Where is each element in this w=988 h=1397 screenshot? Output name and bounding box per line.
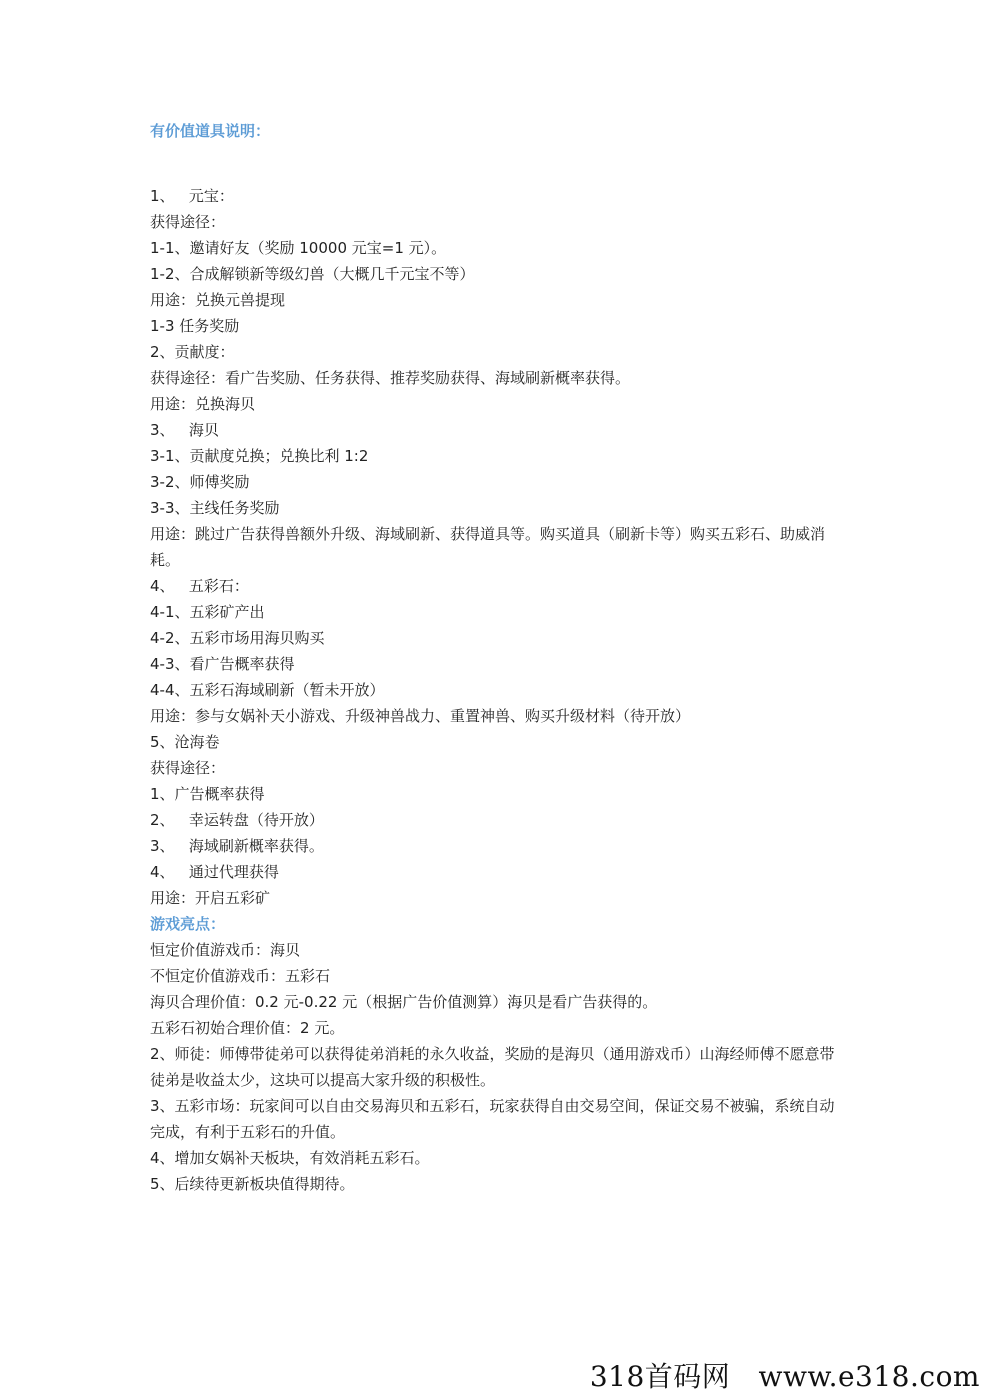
paragraph-line: 五彩石初始合理价值：2 元。 [150,1019,345,1037]
paragraph-line: 恒定价值游戏币：海贝 [150,941,301,959]
paragraph-line: 用途：兑换海贝 [150,395,256,413]
paragraph-line: 4、 通过代理获得 [150,863,279,881]
paragraph-line: 1、 元宝： [150,187,234,205]
paragraph-line: 2、贡献度： [150,343,235,361]
paragraph-line: 4、 五彩石： [150,577,249,595]
paragraph-line: 获得途径：看广告奖励、任务获得、推荐奖励获得、海域刷新概率获得。 [150,369,631,387]
paragraph-line: 不恒定价值游戏币：五彩石 [150,967,331,985]
title-spacer [150,144,842,183]
paragraph-line: 1-2、合成解锁新等级幻兽（大概几千元宝不等） [150,265,475,283]
paragraph-line: 4-1、五彩矿产出 [150,603,265,621]
paragraph-line: 4、增加女娲补天板块，有效消耗五彩石。 [150,1149,430,1167]
paragraph-line: 4-2、五彩市场用海贝购买 [150,629,325,647]
paragraph-line: 用途：开启五彩矿 [150,889,271,907]
paragraph-list [150,183,842,1197]
paragraph-line: 3-3、主线任务奖励 [150,499,280,517]
paragraph-line: 3、 海域刷新概率获得。 [150,837,324,855]
paragraph-line: 3、五彩市场：玩家间可以自由交易海贝和五彩石，玩家获得自由交易空间，保证交易不被骗，系统自动完成，有利于五彩石的升值。 [150,1097,835,1141]
site-watermark: 318首码网 www.e318.com [589,1360,980,1393]
paragraph-line: 3、 海贝 [150,421,219,439]
paragraph-line: 1-1、邀请好友（奖励 10000 元宝=1 元）。 [150,239,447,257]
document-title: 有价值道具说明： [150,122,271,140]
paragraph-line: 用途：兑换元兽提现 [150,291,286,309]
paragraph-line: 用途：跳过广告获得兽额外升级、海域刷新、获得道具等。购买道具（刷新卡等）购买五彩石、助威消耗。 [150,525,826,569]
paragraph-line: 获得途径： [150,213,226,231]
paragraph-line: 1、广告概率获得 [150,785,265,803]
paragraph-line: 获得途径： [150,759,226,777]
paragraph-line: 3-1、贡献度兑换；兑换比利 1:2 [150,447,369,465]
paragraph-line: 2、师徒：师傅带徒弟可以获得徒弟消耗的永久收益，奖励的是海贝（通用游戏币）山海经师傅不愿意带徒弟是收益太少，这块可以提高大家升级的积极性。 [150,1045,835,1089]
section-heading: 游戏亮点： [150,915,226,933]
document-body [150,118,842,1197]
paragraph-line: 5、沧海卷 [150,733,220,751]
paragraph-line: 4-4、五彩石海域刷新（暂未开放） [150,681,385,699]
paragraph-line: 5、后续待更新板块值得期待。 [150,1175,355,1193]
paragraph-line: 3-2、师傅奖励 [150,473,250,491]
paragraph-line: 海贝合理价值：0.2 元-0.22 元（根据广告价值测算）海贝是看广告获得的。 [150,993,658,1011]
paragraph-line: 1-3 任务奖励 [150,317,240,335]
paragraph-line: 用途：参与女娲补天小游戏、升级神兽战力、重置神兽、购买升级材料（待开放） [150,707,691,725]
paragraph-line: 2、 幸运转盘（待开放） [150,811,324,829]
paragraph-line: 4-3、看广告概率获得 [150,655,295,673]
